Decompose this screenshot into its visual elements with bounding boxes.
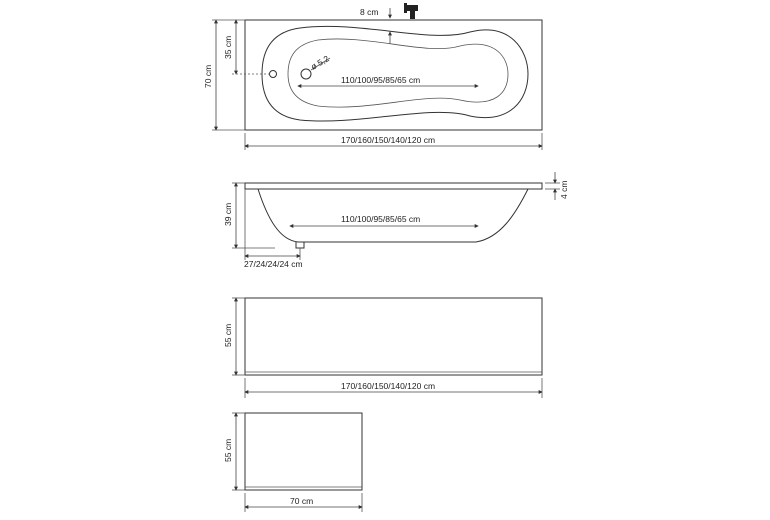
depth-label: 39 cm: [223, 202, 233, 226]
faucet-offset-label: 8 cm: [360, 7, 379, 17]
basin-outer-contour: [262, 26, 528, 121]
front-panel: [245, 298, 542, 375]
drain-outlet: [296, 242, 304, 248]
front-panel-height-label: 55 cm: [223, 323, 233, 347]
width-label: 70 cm: [203, 64, 213, 88]
end-panel-width-label: 70 cm: [290, 496, 314, 506]
front-panel-view: [223, 298, 542, 398]
end-panel: [245, 413, 362, 490]
side-inner-length-label: 110/100/95/85/65 cm: [341, 214, 421, 224]
top-view: [203, 3, 542, 150]
basin-inner-contour: [288, 39, 508, 107]
end-panel-view: [223, 413, 362, 512]
inner-length-label: 110/100/95/85/65 cm: [341, 75, 421, 85]
rim: [245, 183, 542, 189]
side-view: [223, 172, 569, 269]
drain-diameter-label: ø 5,2: [309, 53, 331, 72]
drain-offset-label: 27/24/24/24 cm: [244, 259, 303, 269]
drain-hole: [301, 69, 311, 79]
outer-length-label: 170/160/150/140/120 cm: [341, 135, 436, 145]
rim-thickness-label: 4 cm: [559, 180, 569, 199]
end-panel-height-label: 55 cm: [223, 438, 233, 462]
half-width-label: 35 cm: [223, 35, 233, 59]
overflow-hole: [270, 71, 277, 78]
faucet-icon: [404, 3, 418, 19]
front-panel-length-label: 170/160/150/140/120 cm: [341, 381, 436, 391]
